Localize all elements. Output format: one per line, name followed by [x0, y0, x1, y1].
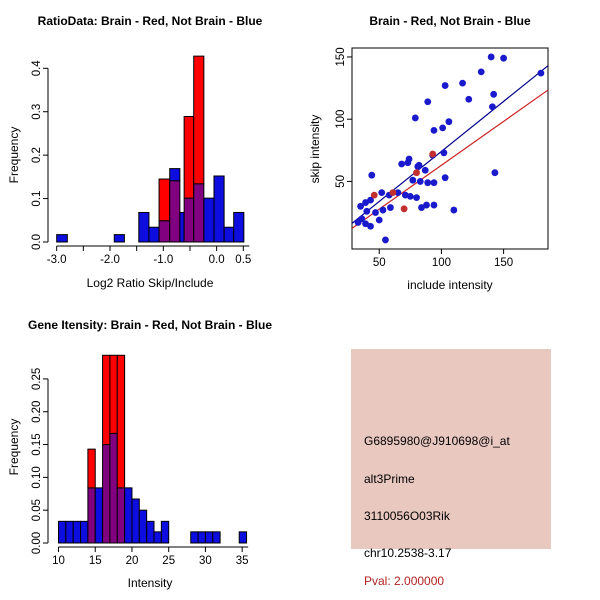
histogram-bar-blue: [234, 212, 244, 242]
data-point-not_brain_blue: [478, 68, 485, 75]
histogram-bar-blue: [147, 521, 154, 543]
histogram-bar-blue: [81, 521, 88, 543]
ratio-histogram-plot: [0, 0, 300, 300]
histogram-bar-blue: [180, 212, 184, 242]
gene-info-box: [351, 349, 551, 588]
data-point-brain_red: [429, 151, 436, 158]
data-point-not_brain_blue: [398, 161, 405, 168]
y-tick-label: 0.20: [31, 400, 43, 423]
info-line: chr10.2538-3.17: [364, 546, 452, 560]
scatter-plot-panel: [300, 0, 600, 300]
y-axis-label: skip intensity: [308, 114, 322, 184]
data-point-not_brain_blue: [417, 178, 424, 185]
data-point-not_brain_blue: [423, 202, 430, 209]
histogram-bar-blue: [161, 521, 168, 543]
data-point-not_brain_blue: [414, 163, 421, 170]
x-tick-label: 100: [431, 257, 452, 269]
histogram-bar-blue: [95, 488, 102, 543]
histogram-bar-blue: [154, 532, 161, 543]
data-point-not_brain_blue: [357, 203, 364, 210]
data-point-not_brain_blue: [450, 207, 457, 214]
data-point-not_brain_blue: [363, 208, 370, 215]
data-point-not_brain_blue: [387, 204, 394, 211]
histogram-bar-blue: [139, 510, 146, 543]
x-tick-label: 0.5: [235, 254, 252, 266]
data-point-not_brain_blue: [376, 217, 383, 224]
gene-intensity-histogram-panel: [0, 300, 300, 600]
data-point-brain_red: [413, 169, 420, 176]
y-axis-label: Frequency: [7, 418, 21, 476]
y-tick-label: 100: [335, 109, 347, 129]
data-point-not_brain_blue: [500, 55, 507, 62]
histogram-bar-blue: [198, 532, 205, 543]
y-tick-label: 0.15: [31, 433, 43, 456]
data-point-not_brain_blue: [490, 91, 497, 98]
x-tick-label: 15: [88, 555, 102, 567]
histogram-bar-overlap: [194, 184, 204, 242]
data-point-not_brain_blue: [422, 167, 429, 174]
histogram-bar-blue: [224, 227, 234, 242]
y-axis-label: Frequency: [7, 126, 21, 184]
data-point-not_brain_blue: [404, 159, 411, 166]
y-tick-label: 0.4: [31, 60, 43, 77]
histogram-bar-overlap: [88, 488, 95, 543]
histogram-bar-blue: [204, 198, 214, 242]
ratio-histogram-panel: [0, 0, 300, 300]
histogram-bar-red: [184, 116, 194, 198]
gene-intensity-histogram-plot: [0, 300, 300, 600]
x-axis-label: Intensity: [127, 576, 173, 590]
gene-info-panel: [300, 300, 600, 600]
data-point-not_brain_blue: [465, 96, 472, 103]
x-tick-label: 20: [125, 555, 139, 567]
info-line: alt3Prime: [364, 472, 415, 486]
data-point-not_brain_blue: [441, 149, 448, 156]
x-tick-label: 0.0: [208, 254, 225, 266]
histogram-bar-blue: [125, 488, 132, 543]
histogram-bar-blue: [57, 235, 68, 242]
scatter-plot: [300, 0, 600, 300]
data-point-not_brain_blue: [431, 127, 438, 134]
y-tick-label: 0.0: [31, 234, 43, 250]
data-point-not_brain_blue: [424, 98, 431, 105]
y-tick-label: 150: [335, 47, 347, 67]
data-point-not_brain_blue: [382, 237, 389, 244]
histogram-bar-overlap: [117, 488, 124, 543]
chart-title: Gene Itensity: Brain - Red, Not Brain - Blue: [27, 318, 273, 332]
data-point-not_brain_blue: [355, 219, 362, 226]
histogram-bar-overlap: [170, 181, 180, 242]
histogram-bar-blue: [73, 521, 80, 543]
data-point-not_brain_blue: [488, 54, 495, 61]
x-tick-label: 50: [372, 257, 386, 269]
x-tick-label: 30: [199, 555, 212, 567]
histogram-bar-overlap: [103, 445, 110, 543]
y-tick-label: 0.1: [31, 190, 43, 207]
x-tick-label: -3.0: [46, 254, 67, 266]
x-tick-label: 25: [162, 555, 176, 567]
data-point-not_brain_blue: [409, 177, 416, 184]
info-line: G6895980@J910698@i_at: [364, 434, 510, 448]
data-point-not_brain_blue: [378, 189, 385, 196]
data-point-not_brain_blue: [380, 207, 387, 214]
x-tick-label: 150: [494, 257, 514, 269]
histogram-bar-blue: [59, 521, 66, 543]
histogram-bar-red: [194, 56, 204, 184]
data-point-not_brain_blue: [413, 194, 420, 201]
data-point-not_brain_blue: [491, 169, 498, 176]
info-line: 3110056O03Rik: [364, 509, 450, 523]
histogram-bar-blue: [205, 532, 212, 543]
histogram-bar-blue: [213, 532, 220, 543]
x-tick-label: 35: [235, 555, 249, 567]
data-point-not_brain_blue: [431, 202, 438, 209]
data-point-not_brain_blue: [459, 80, 466, 87]
histogram-bar-blue: [139, 212, 149, 242]
y-tick-label: 0.2: [31, 147, 43, 164]
y-tick-label: 0.25: [31, 367, 43, 391]
data-point-brain_red: [371, 192, 378, 199]
data-point-not_brain_blue: [442, 174, 449, 181]
data-point-not_brain_blue: [424, 179, 431, 186]
x-axis-label: Log2 Ratio Skip/Include: [86, 276, 214, 290]
y-tick-label: 0.3: [31, 103, 43, 120]
info-line: Pval: 2.000000: [364, 574, 445, 588]
data-point-not_brain_blue: [442, 82, 449, 89]
x-axis-label: include intensity: [407, 278, 493, 292]
data-point-not_brain_blue: [372, 209, 379, 216]
data-point-not_brain_blue: [407, 193, 414, 200]
y-tick-label: 0.05: [31, 498, 43, 522]
y-tick-label: 0.00: [31, 531, 43, 555]
data-point-not_brain_blue: [367, 223, 374, 230]
histogram-bar-blue: [191, 532, 198, 543]
histogram-bar-overlap: [110, 433, 117, 543]
data-point-not_brain_blue: [431, 179, 438, 186]
histogram-bar-blue: [239, 532, 246, 543]
y-tick-label: 50: [335, 175, 347, 188]
histogram-bar-red: [103, 355, 110, 444]
histogram-bar-red: [110, 355, 117, 433]
histogram-bar-blue: [214, 176, 224, 242]
page-title: RatioData: Brain - Red, Not Brain - Blue: [37, 14, 263, 28]
histogram-bar-overlap: [159, 221, 170, 242]
data-point-not_brain_blue: [368, 172, 375, 179]
histogram-bar-red: [117, 355, 124, 488]
data-point-not_brain_blue: [439, 125, 446, 132]
histogram-bar-blue: [149, 227, 159, 242]
histogram-bar-red: [88, 449, 95, 488]
data-point-brain_red: [401, 205, 408, 212]
histogram-bar-overlap: [184, 198, 194, 242]
data-point-not_brain_blue: [489, 103, 496, 110]
histogram-bar-red: [159, 179, 170, 221]
x-tick-label: 10: [52, 555, 65, 567]
y-tick-label: 0.10: [31, 466, 43, 489]
data-point-brain_red: [390, 189, 397, 196]
x-tick-label: -2.0: [100, 254, 120, 266]
regression-line-fit_not_brain: [352, 66, 548, 224]
histogram-bar-blue: [132, 499, 139, 543]
chart-title: Brain - Red, Not Brain - Blue: [369, 14, 531, 28]
x-tick-label: -1.0: [153, 254, 174, 266]
data-point-not_brain_blue: [445, 118, 452, 125]
histogram-bar-blue: [66, 521, 73, 543]
data-point-not_brain_blue: [538, 70, 545, 77]
data-point-not_brain_blue: [412, 115, 419, 122]
histogram-bar-blue: [170, 169, 180, 181]
histogram-bar-blue: [114, 235, 124, 242]
